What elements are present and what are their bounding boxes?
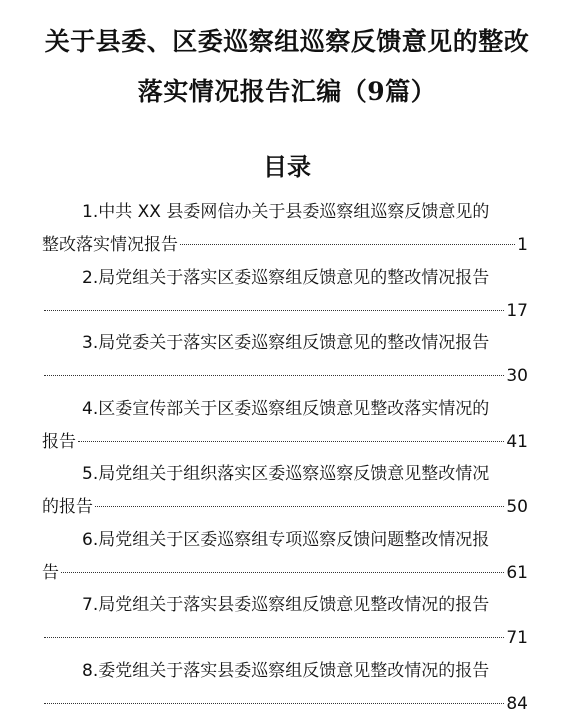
toc-heading: 目录 [263,152,311,181]
toc-entry-title: 4.区委宣传部关于区委巡察组反馈意见整改落实情况的 [82,398,490,419]
toc-entry-title-continued: 报告 [42,431,76,452]
toc-dot-leader [44,703,504,704]
toc-entry[interactable] [42,458,528,524]
toc-entry[interactable] [42,524,528,590]
toc-dot-leader [78,441,504,442]
toc-entry-title: 2.局党组关于落实区委巡察组反馈意见的整改情况报告 [82,267,490,288]
document-title-line-1: 关于县委、区委巡察组巡察反馈意见的整改 [44,27,530,56]
toc-entry-title-continued: 告 [42,562,59,583]
toc-entry[interactable] [42,655,528,721]
toc-entry-title: 7.局党组关于落实县委巡察组反馈意见整改情况的报告 [82,595,490,615]
toc-dot-leader [44,375,504,376]
toc-entry[interactable] [42,196,528,262]
toc-entry[interactable] [42,262,528,328]
toc-entry[interactable] [42,393,528,459]
toc-page-number: 84 [506,693,528,714]
toc-entry-title: 5.局党组关于组织落实区委巡察巡察反馈意见整改情况 [82,464,490,484]
toc-entry[interactable] [42,589,528,655]
toc-dot-leader [180,244,515,245]
toc-entry-title: 8.委党组关于落实县委巡察组反馈意见整改情况的报告 [82,660,490,681]
toc-entry-title: 1.中共 XX 县委网信办关于县委巡察组巡察反馈意见的 [82,202,490,222]
toc-entry-title-continued: 整改落实情况报告 [42,235,178,255]
toc-page-number: 30 [506,366,528,386]
toc-page-number: 17 [506,300,528,321]
toc-dot-leader [44,310,504,311]
toc-page-number: 1 [517,235,528,255]
toc-page-number: 50 [506,497,528,517]
toc-entry[interactable] [42,327,528,393]
toc-entry-title-continued: 的报告 [42,497,93,517]
table-of-contents [42,196,528,720]
document-title-line-2: 落实情况报告汇编（9篇） [137,77,437,106]
toc-page-number: 41 [506,431,528,452]
toc-dot-leader [61,572,504,573]
toc-dot-leader [95,506,504,507]
toc-entry-title: 6.局党组关于区委巡察组专项巡察反馈问题整改情况报 [82,529,490,550]
toc-dot-leader [44,637,504,638]
toc-page-number: 71 [506,628,528,648]
toc-entry-title: 3.局党委关于落实区委巡察组反馈意见的整改情况报告 [82,333,490,353]
toc-page-number: 61 [506,562,528,583]
